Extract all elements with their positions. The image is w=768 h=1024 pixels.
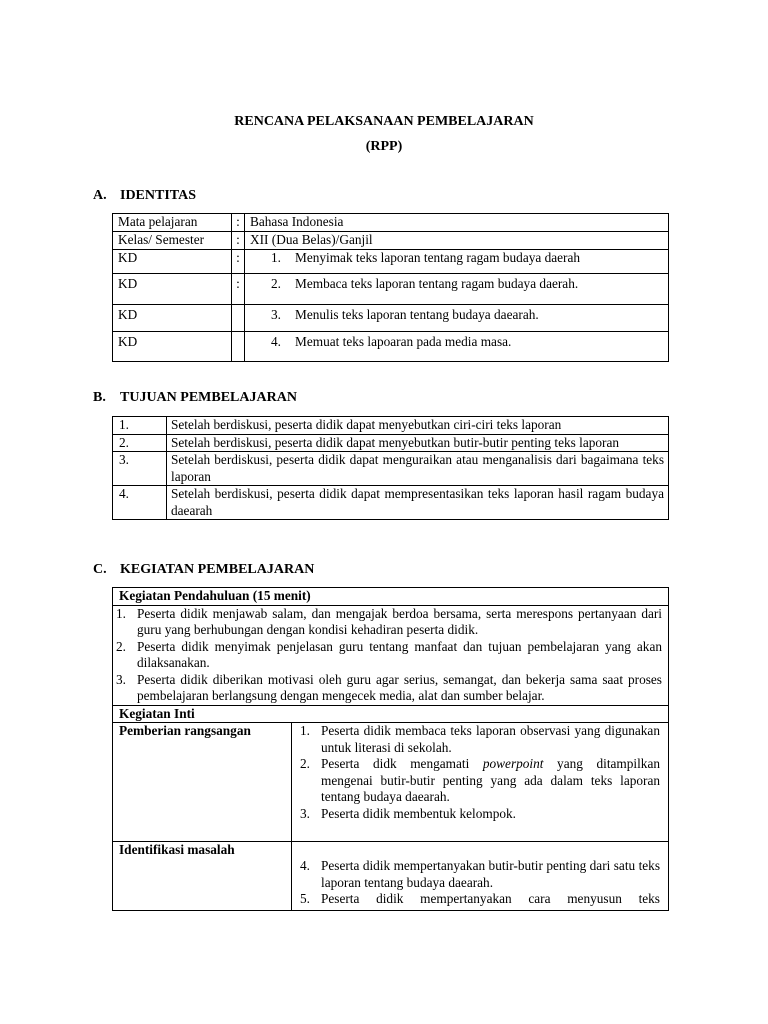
table-row [113,705,669,723]
rangsangan-label: Pemberian rangsangan [113,723,292,842]
kd-cell [245,332,669,362]
row-text: Setelah berdiskusi, peserta didik dapat mempresentasikan teks laporan hasil ragam budaya daearah [167,486,669,520]
row-label: KD [113,305,232,332]
table-row [113,332,669,362]
identifikasi-label: Identifikasi masalah [113,842,292,911]
list-item [299,756,660,806]
section-c-heading [93,562,314,579]
row-colon [232,305,245,332]
item-number: 1. [116,605,126,621]
row-number: 2. [113,434,167,452]
item-text: Peserta didik menyimak penjelasan guru tentang manfaat dan tujuan pembelajaran yang akan dilaksanakan. [137,638,662,670]
section-letter: B. [93,390,106,405]
item-text: Peserta didik mempertanyakan butir-butir penting dari satu teks laporan tentang budaya daearah. [321,858,660,890]
list-item [299,723,660,756]
table-row [113,486,669,520]
row-colon: : [232,214,245,232]
pendahuluan-list [115,606,662,705]
document-subtitle: (RPP) [365,139,403,154]
item-text: Peserta didik diberikan motivasi oleh guru agar serius, semangat, dan bekerja sama saat proses pembelajaran berlangsung dengan mengecek media, alat dan sumber belajar. [137,671,662,703]
row-colon [232,332,245,362]
kd-text: Menyimak teks laporan tentang ragam budaya daerah [295,250,581,265]
kegiatan-table [112,587,669,911]
item-text-after: yang ditampilkan mengenai butir-butir penting yang ada dalam teks laporan tentang budaya daearah. [321,756,660,804]
kd-number: 1. [271,250,281,265]
table-row [113,250,669,274]
item-number: 2. [116,638,126,654]
identifikasi-cell [292,842,669,911]
table-row [113,214,669,232]
item-number: 2. [300,756,310,771]
table-row [113,605,669,705]
row-number: 4. [113,486,167,520]
item-text: Peserta didik mempertanyakan cara menyusun teks [321,891,660,906]
table-row [113,452,669,486]
row-label: KD [113,250,232,274]
item-text: Peserta didik membentuk kelompok. [321,805,516,821]
row-colon: : [232,232,245,250]
tujuan-table [112,416,669,520]
list-item [299,806,660,823]
table-row [113,434,669,452]
document-title: RENCANA PELAKSANAAN PEMBELAJARAN [234,114,534,129]
item-number: 3. [300,805,310,821]
pendahuluan-cell [113,605,669,705]
row-number: 1. [113,417,167,435]
row-number: 3. [113,452,167,486]
kd-cell [245,274,669,305]
section-title: IDENTITAS [120,188,196,203]
section-title: TUJUAN PEMBELAJARAN [120,390,297,405]
kd-cell [245,250,669,274]
item-number: 3. [116,671,126,687]
item-number: 4. [300,858,310,873]
table-row [113,723,669,842]
inti-heading: Kegiatan Inti [113,705,669,723]
item-text-italic: powerpoint [482,756,544,771]
row-colon: : [232,250,245,274]
rangsangan-list [299,723,660,822]
kd-number: 4. [271,334,281,349]
identifikasi-list [299,858,660,908]
kd-number: 2. [271,276,281,291]
row-colon: : [232,274,245,305]
list-item [299,858,660,891]
table-row [113,232,669,250]
row-label: Kelas/ Semester [113,232,232,250]
list-item [115,639,662,672]
item-text: Peserta didik menjawab salam, dan mengajak berdoa bersama, serta merespons pertanyaan dari guru yang berhubungan dengan kondisi kehadiran peserta didik. [137,605,662,637]
section-b-heading [93,390,297,407]
item-number: 1. [300,723,310,738]
item-text: Peserta didik membaca teks laporan observasi yang digunakan untuk literasi di sekolah. [321,723,660,755]
list-item [115,672,662,705]
table-row [113,842,669,911]
list-item [299,891,660,908]
kd-text: Memuat teks lapoaran pada media masa. [295,334,512,349]
section-a-heading [93,188,196,205]
row-label: KD [113,274,232,305]
item-text-before: Peserta didk mengamati [321,756,483,771]
row-text: Setelah berdiskusi, peserta didik dapat menguraikan atau menganalisis dari bagaimana teks laporan [167,452,669,486]
table-row [113,417,669,435]
rangsangan-cell [292,723,669,842]
identitas-table [112,213,669,362]
list-item [115,606,662,639]
kd-number: 3. [271,307,281,322]
table-row [113,305,669,332]
table-row [113,274,669,305]
kd-cell [245,305,669,332]
section-letter: C. [93,562,107,577]
row-value: XII (Dua Belas)/Ganjil [245,232,669,250]
section-letter: A. [93,188,107,203]
pendahuluan-heading: Kegiatan Pendahuluan (15 menit) [113,588,669,606]
row-label: Mata pelajaran [113,214,232,232]
kd-text: Membaca teks laporan tentang ragam budaya daerah. [295,276,579,291]
row-label: KD [113,332,232,362]
row-text: Setelah berdiskusi, peserta didik dapat menyebutkan ciri-ciri teks laporan [167,417,669,435]
kd-text: Menulis teks laporan tentang budaya daearah. [295,307,539,322]
table-row [113,588,669,606]
row-value: Bahasa Indonesia [245,214,669,232]
item-number: 5. [300,891,310,906]
section-title: KEGIATAN PEMBELAJARAN [120,562,315,577]
row-text: Setelah berdiskusi, peserta didik dapat menyebutkan butir-butir penting teks laporan [167,434,669,452]
